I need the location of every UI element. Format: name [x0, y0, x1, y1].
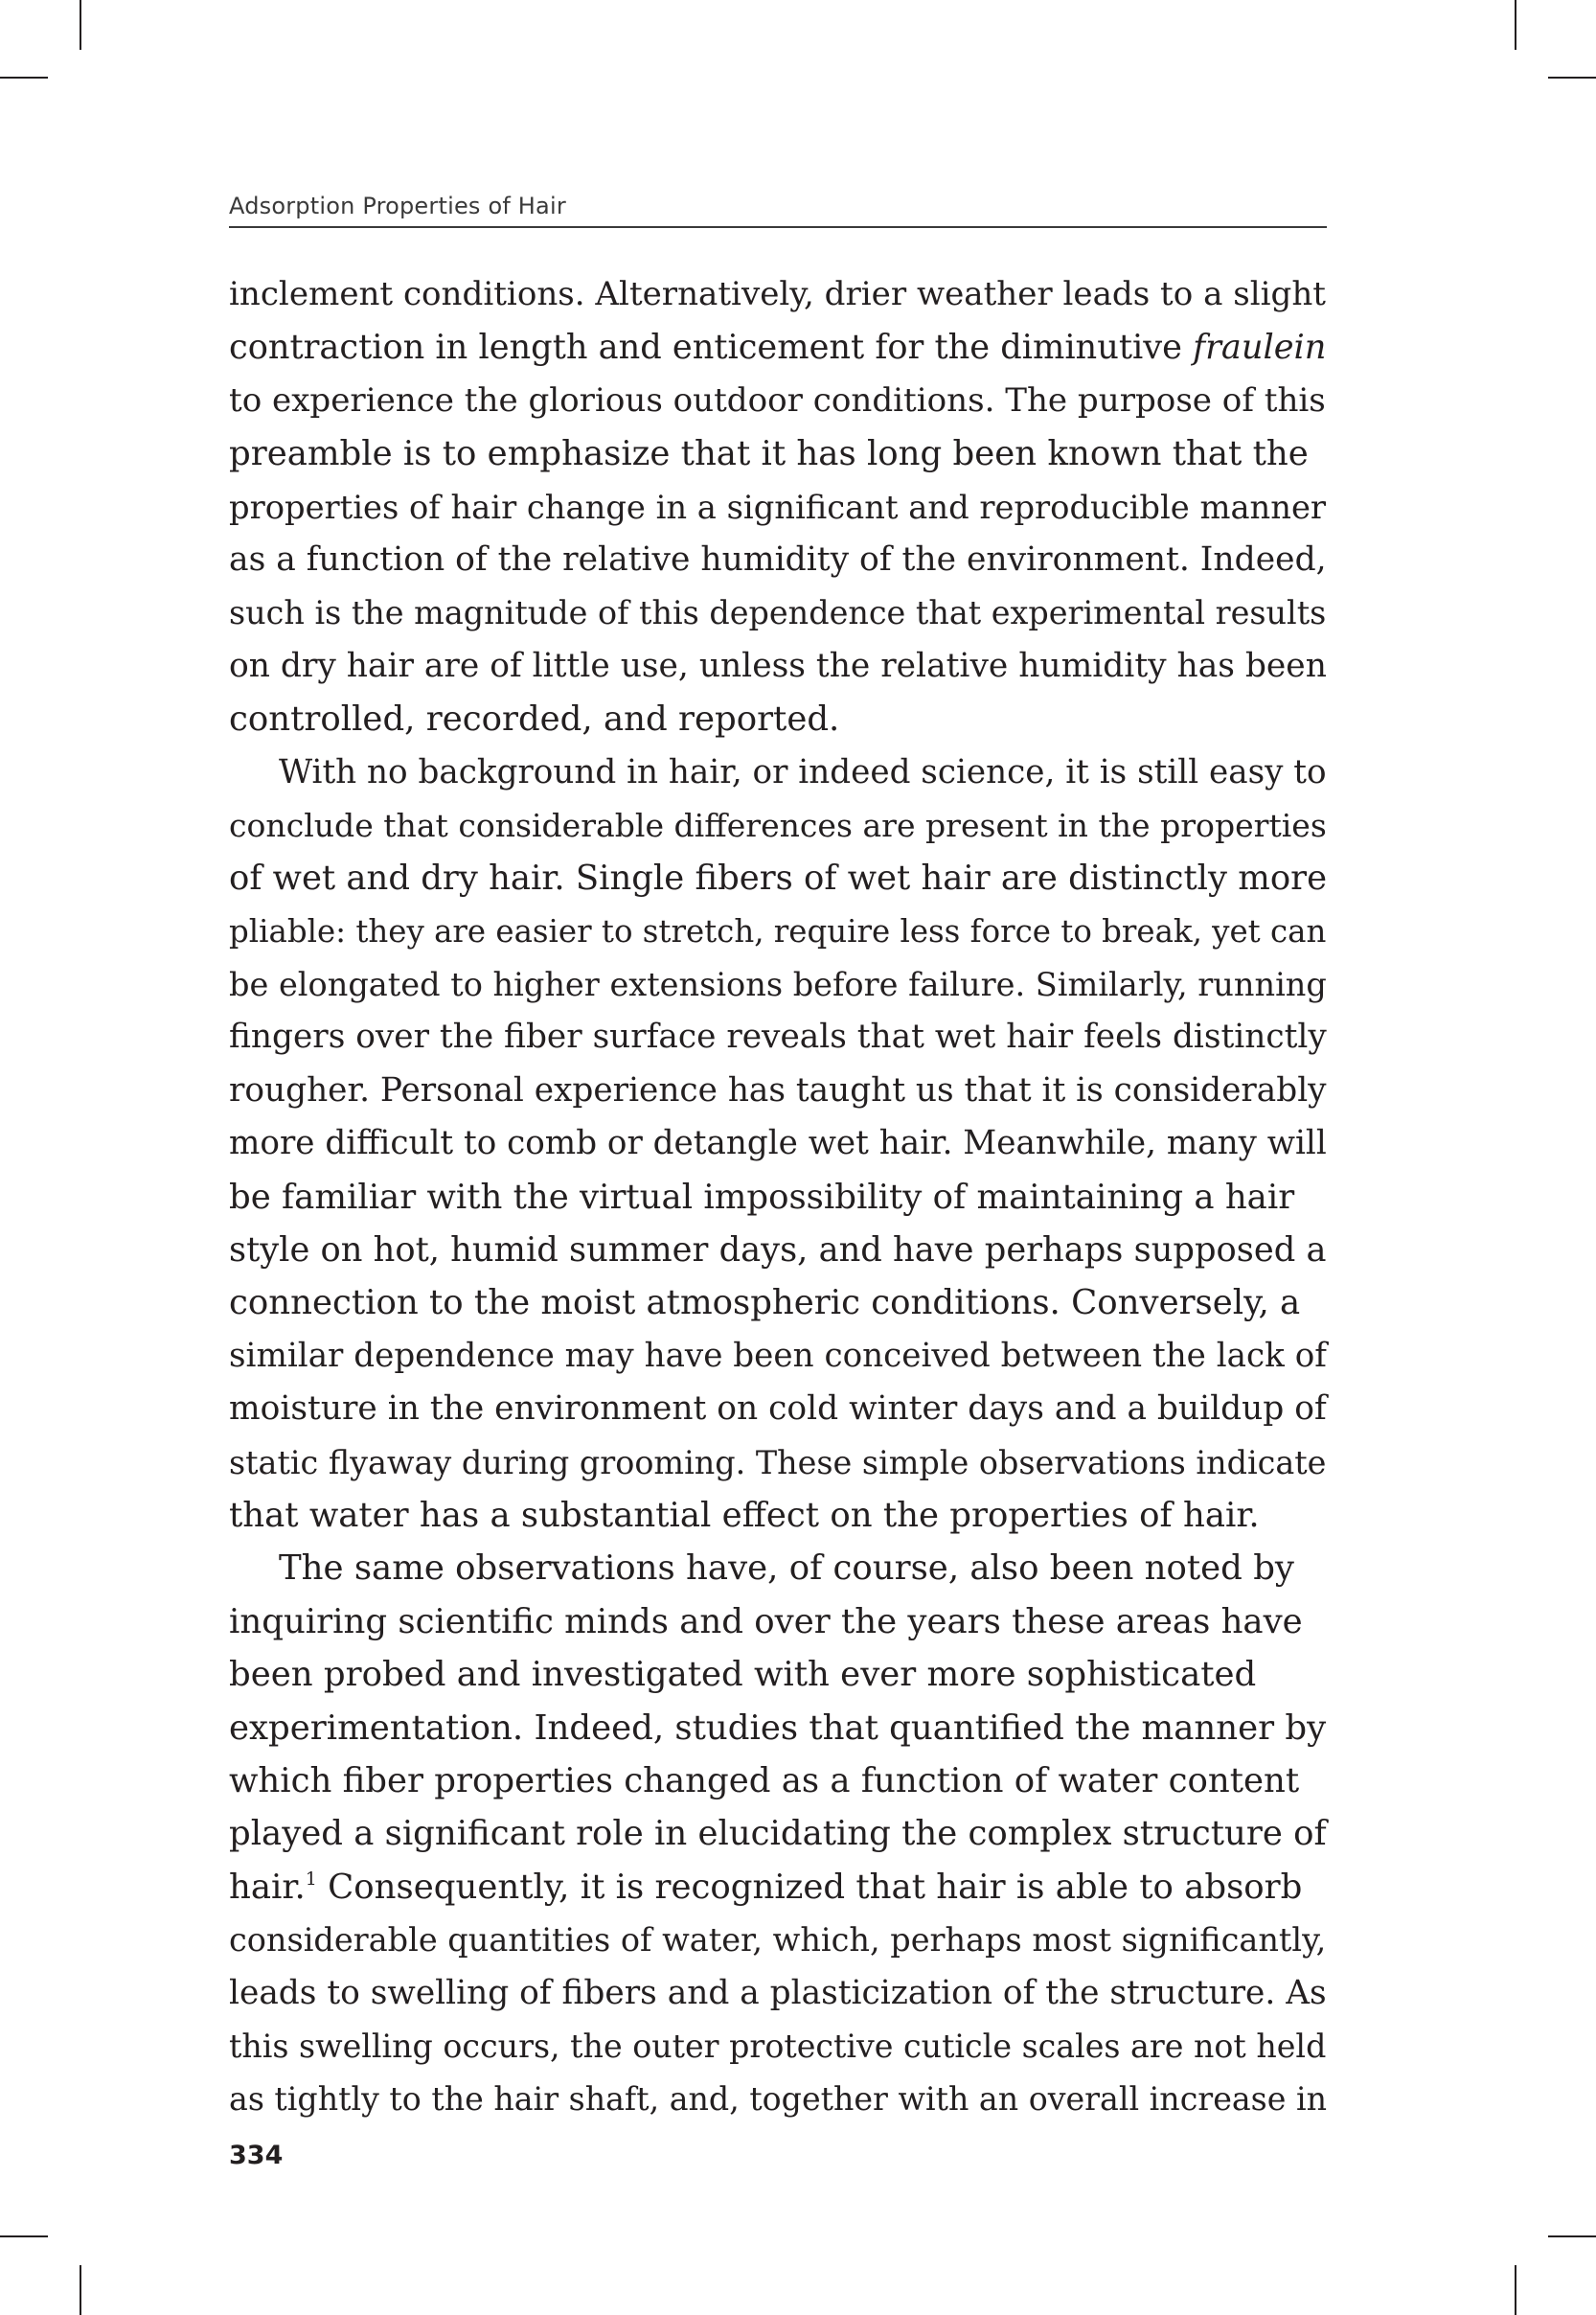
text-line: inquiring scientific minds and over the years these areas have [229, 1601, 1303, 1641]
crop-mark-top-left-horizontal [0, 77, 48, 79]
text-line [229, 321, 1327, 374]
text-line: that water has a substantial effect on the properties of hair. [229, 1495, 1260, 1535]
text-line: as a function of the relative humidity of the environment. Indeed, [229, 539, 1327, 579]
text-line: static flyaway during grooming. These simple observations indicate [229, 1443, 1327, 1481]
text-line: as tightly to the hair shaft, and, together with an overall increase in [229, 2080, 1328, 2119]
text-line: considerable quantities of water, which, perhaps most significantly, [229, 1921, 1327, 1960]
text-line: been probed and investigated with ever more sophisticated [229, 1655, 1257, 1695]
text-line: pliable: they are easier to stretch, require less force to break, yet can [229, 912, 1327, 950]
running-head: Adsorption Properties of Hair [229, 193, 566, 219]
crop-mark-top-right-horizontal [1548, 77, 1596, 79]
text-line: moisture in the environment on cold winter days and a buildup of [229, 1389, 1327, 1429]
text-line: be elongated to higher extensions before failure. Similarly, running [229, 966, 1327, 1004]
running-head-rule [229, 226, 1327, 228]
footnote-reference[interactable]: 1 [305, 1868, 317, 1890]
crop-mark-bottom-left [80, 2265, 81, 2315]
crop-mark-top-right [1515, 0, 1516, 50]
text-line: this swelling occurs, the outer protective cuticle scales are not held [229, 2027, 1327, 2065]
body-text [229, 268, 1327, 2126]
text-line: more difficult to comb or detangle wet hair. Meanwhile, many will [229, 1124, 1327, 1163]
text-line: of wet and dry hair. Single fibers of wet hair are distinctly more [229, 859, 1328, 899]
text-line: style on hot, humid summer days, and have perhaps supposed a [229, 1230, 1327, 1271]
crop-mark-bottom-right-horizontal [1548, 2235, 1596, 2237]
text-line: With no background in hair, or indeed science, it is still easy to [279, 752, 1327, 791]
text-line: similar dependence may have been conceived between the lack of [229, 1336, 1327, 1375]
text-run: hair. [229, 1867, 306, 1907]
italic-term: fraulein [1193, 328, 1327, 368]
text-line: The same observations have, of course, also been noted by [279, 1548, 1294, 1589]
text-line: leads to swelling of fibers and a plasticization of the structure. As [229, 1973, 1327, 2012]
text-line: properties of hair change in a significant and reproducible manner [229, 488, 1327, 526]
text-line: controlled, recorded, and reported. [229, 699, 840, 740]
text-line: be familiar with the virtual impossibility of maintaining a hair [229, 1177, 1295, 1217]
text-line: preamble is to emphasize that it has long been known that the [229, 434, 1309, 474]
crop-mark-bottom-left-horizontal [0, 2235, 48, 2237]
text-line: which fiber properties changed as a function of water content [229, 1760, 1300, 1800]
text-line: on dry hair are of little use, unless the relative humidity has been [229, 646, 1327, 685]
text-line: played a significant role in elucidating the complex structure of [229, 1814, 1327, 1854]
text-line: inclement conditions. Alternatively, drier weather leads to a slight [229, 275, 1326, 313]
page-number: 334 [229, 2141, 284, 2170]
text-line [229, 1861, 1327, 1914]
crop-mark-bottom-right [1515, 2265, 1516, 2315]
text-line: such is the magnitude of this dependence that experimental results [229, 594, 1327, 632]
text-run: contraction in length and enticement for the diminutive [229, 328, 1194, 368]
crop-mark-top-left [80, 0, 81, 50]
text-line: connection to the moist atmospheric conditions. Conversely, a [229, 1283, 1301, 1323]
text-line: conclude that considerable differences are present in the properties [229, 806, 1327, 844]
text-line: fingers over the fiber surface reveals that wet hair feels distinctly [229, 1018, 1327, 1057]
text-line: experimentation. Indeed, studies that quantified the manner by [229, 1708, 1327, 1748]
text-run: Consequently, it is recognized that hair is able to absorb [316, 1867, 1303, 1907]
text-line: to experience the glorious outdoor conditions. The purpose of this [229, 380, 1326, 420]
text-line: rougher. Personal experience has taught us that it is considerably [229, 1070, 1327, 1110]
